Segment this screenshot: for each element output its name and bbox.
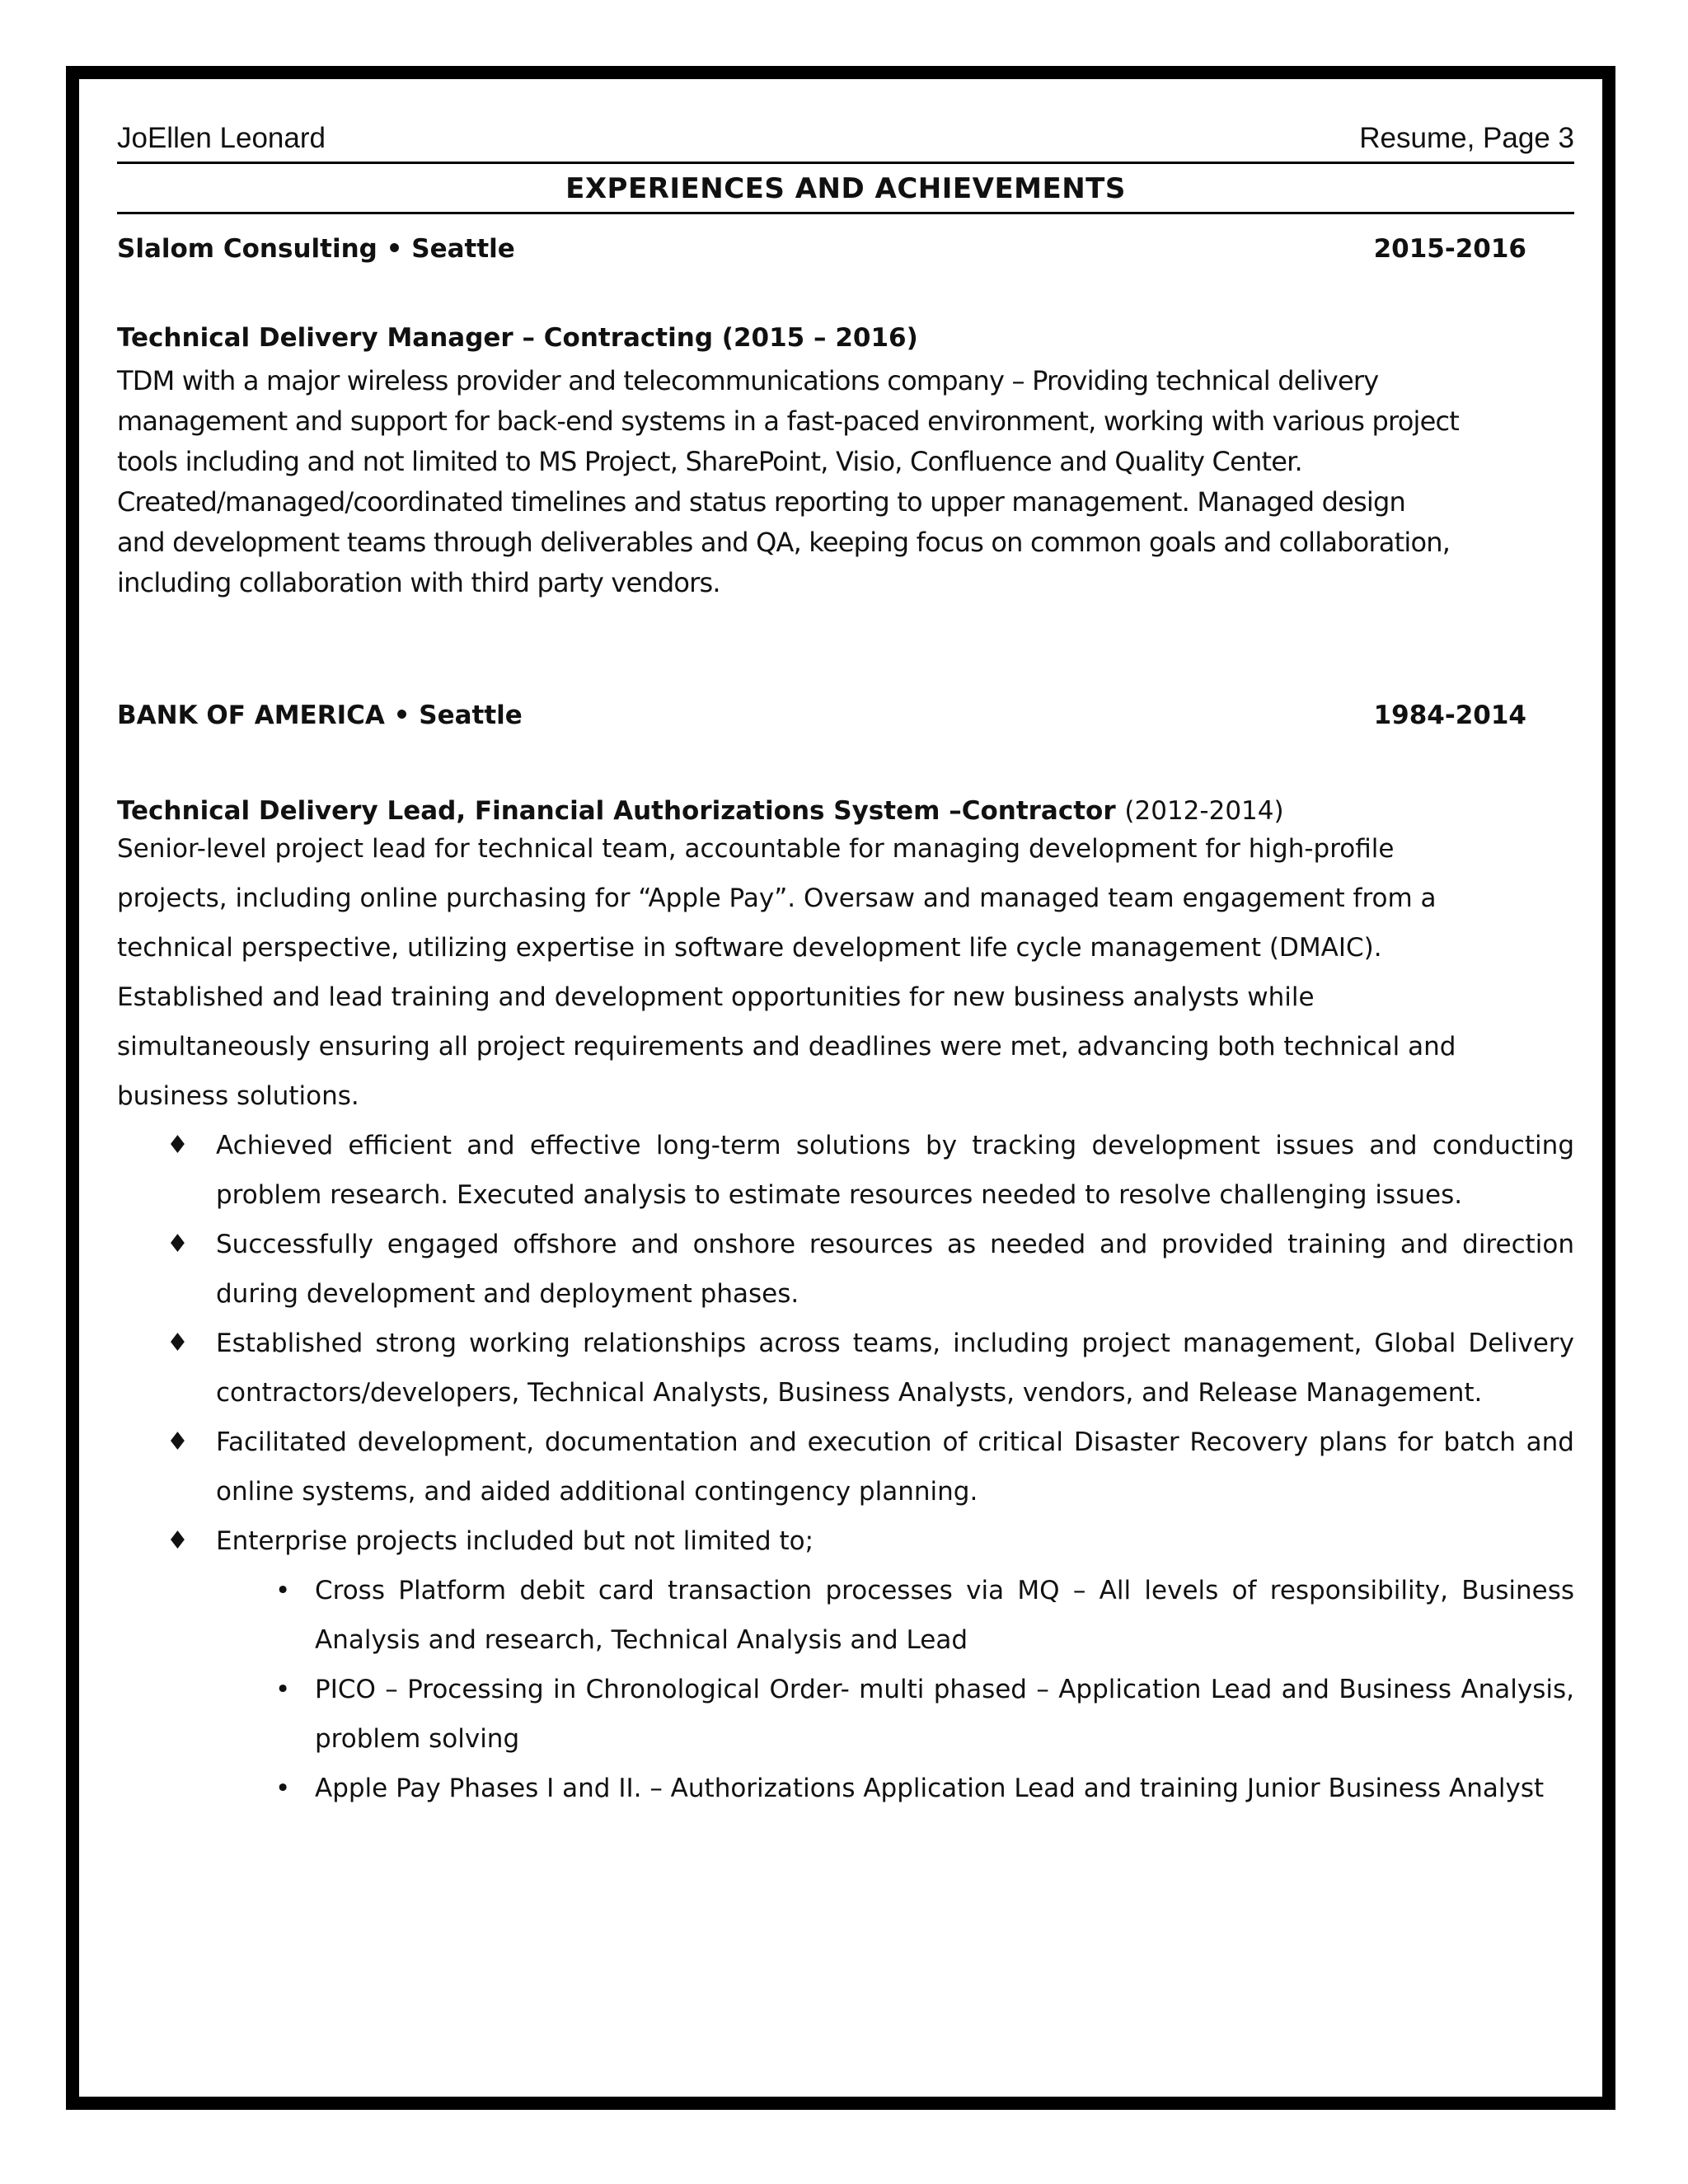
diamond-bullet-icon: ♦ (166, 1427, 189, 1456)
description-line: projects, including online purchasing for “Apple Pay”. Oversaw and managed team engagement from a (117, 883, 1437, 913)
job-years: 2015-2016 (1373, 234, 1526, 264)
description-line: business solutions. (117, 1081, 359, 1111)
section-title: EXPERIENCES AND ACHIEVEMENTS (117, 164, 1574, 214)
description-line: tools including and not limited to MS Project, SharePoint, Visio, Confluence and Quality Center. (117, 446, 1302, 477)
job-role-title (117, 796, 1574, 826)
company-name: BANK OF AMERICA • Seattle (117, 701, 523, 730)
achievement-text: Successfully engaged offshore and onshore resources as needed and provided training and direction during development and deployment phases. (216, 1230, 1574, 1309)
achievement-text: Facilitated development, documentation and execution of critical Disaster Recovery plans for batch and online systems, and aided additional contingency planning. (216, 1427, 1574, 1507)
role-title-text: Technical Delivery Lead, Financial Authorizations System –Contractor (117, 796, 1116, 826)
achievement-text: Achieved efficient and effective long-term solutions by tracking development issues and conducting problem research. Executed analysis to estimate resources needed to resolve challenging issues. (216, 1131, 1574, 1210)
list-item (117, 1220, 1574, 1319)
description-line: TDM with a major wireless provider and telecommunications company – Providing technical delivery (117, 365, 1379, 396)
job-description (117, 361, 1574, 603)
achievement-text: Enterprise projects included but not limited to; (216, 1526, 814, 1556)
diamond-bullet-icon: ♦ (166, 1131, 189, 1160)
header-page-label: Resume, Page 3 (1359, 122, 1574, 154)
resume-page (117, 115, 1574, 1813)
page-header (117, 115, 1574, 164)
diamond-bullet-icon: ♦ (166, 1329, 189, 1357)
list-item (216, 1764, 1574, 1813)
description-line: including collaboration with third party vendors. (117, 567, 720, 598)
description-line: management and support for back-end systems in a fast-paced environment, working with various project (117, 405, 1459, 437)
list-item (117, 1418, 1574, 1516)
list-item (117, 1319, 1574, 1418)
description-line: simultaneously ensuring all project requirements and deadlines were met, advancing both technical and (117, 1032, 1456, 1062)
project-text: Cross Platform debit card transaction processes via MQ – All levels of responsibility, Business Analysis and research, Technical Analysis and Lead (315, 1576, 1574, 1655)
description-line: Created/managed/coordinated timelines and status reporting to upper management. Managed design (117, 486, 1405, 518)
diamond-bullet-icon: ♦ (166, 1526, 189, 1555)
list-item (216, 1566, 1574, 1665)
description-line: Established and lead training and development opportunities for new business analysts while (117, 982, 1315, 1012)
project-text: PICO – Processing in Chronological Order- multi phased – Application Lead and Business Analysis, problem solving (315, 1675, 1574, 1754)
description-line: technical perspective, utilizing expertise in software development life cycle management (DMAIC). (117, 933, 1382, 963)
dot-bullet-icon: • (275, 1576, 291, 1605)
list-item (216, 1665, 1574, 1764)
job-role-title: Technical Delivery Manager – Contracting (2015 – 2016) (117, 323, 918, 353)
list-item (117, 1516, 1574, 1813)
project-text: Apple Pay Phases I and II. – Authorizations Application Lead and training Junior Business Analyst (315, 1774, 1545, 1803)
job-heading-bank-of-america (117, 701, 1574, 730)
description-line: and development teams through deliverables and QA, keeping focus on common goals and collaboration, (117, 527, 1451, 558)
diamond-bullet-icon: ♦ (166, 1230, 189, 1258)
dot-bullet-icon: • (275, 1774, 291, 1803)
company-name: Slalom Consulting • Seattle (117, 234, 515, 264)
job-heading-slalom (117, 234, 1574, 264)
achievement-list (117, 1121, 1574, 1813)
list-item (117, 1121, 1574, 1220)
role-years: (2012-2014) (1124, 796, 1284, 826)
description-line: Senior-level project lead for technical team, accountable for managing development for high-profile (117, 834, 1395, 864)
job-years: 1984-2014 (1373, 701, 1526, 730)
job-description (117, 824, 1574, 1121)
dot-bullet-icon: • (275, 1675, 291, 1704)
header-name: JoEllen Leonard (117, 122, 326, 154)
achievement-text: Established strong working relationships across teams, including project management, Global Delivery contractors/developers, Technical Analysts, Business Analysts, vendors, and Release Management. (216, 1329, 1574, 1408)
project-list (216, 1566, 1574, 1813)
